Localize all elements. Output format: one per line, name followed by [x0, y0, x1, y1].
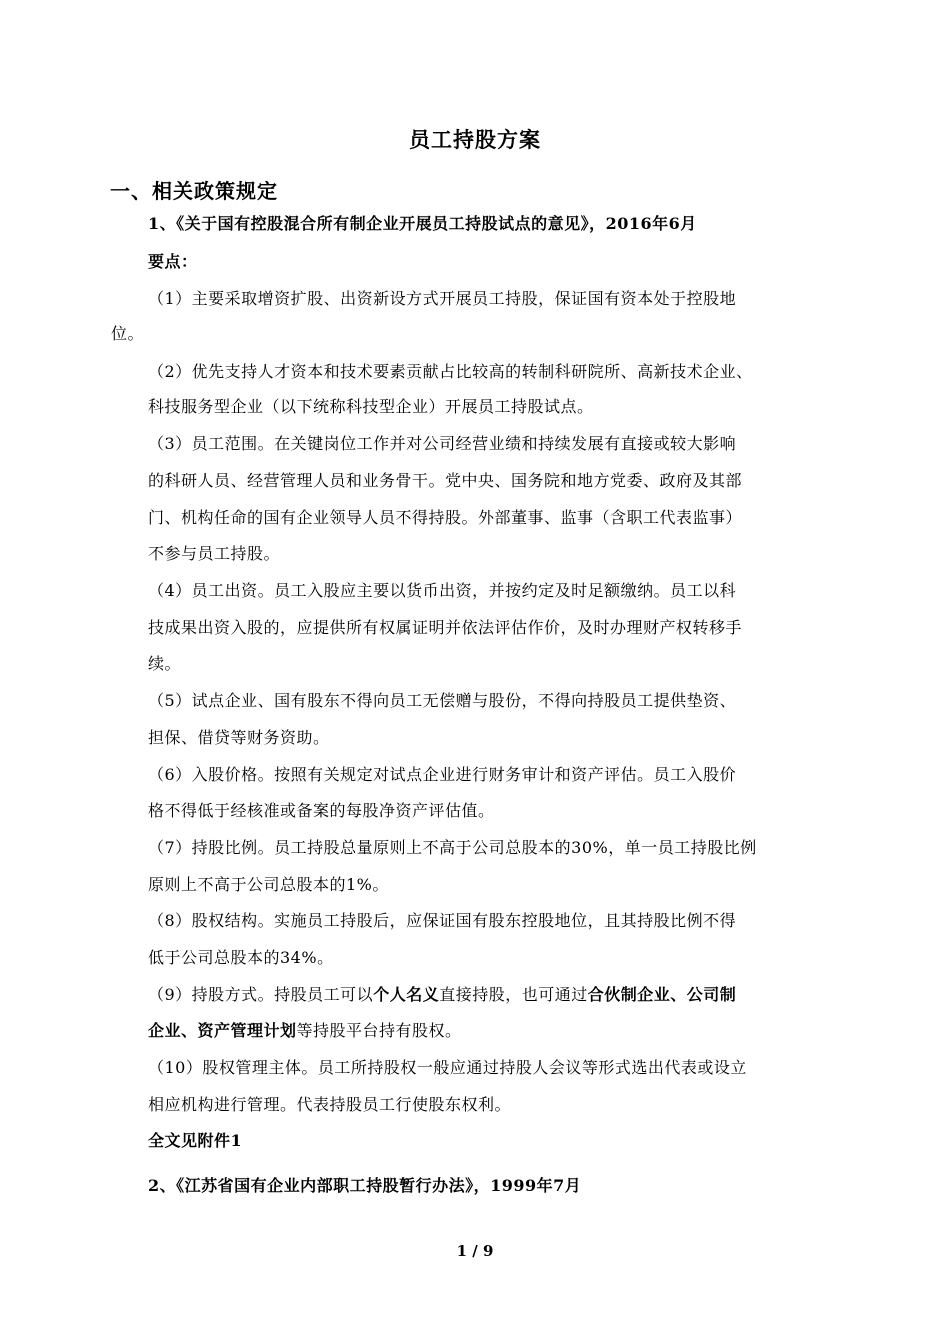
point-9-emphasis: 合伙制企业、公司制 — [587, 985, 737, 1004]
point-7-line-1: （7）持股比例。员工持股总量原则上不高于公司总股本的30%，单一员工持股比例 — [148, 838, 757, 857]
point-3-line-4: 不参与员工持股。 — [148, 544, 281, 563]
point-9-text: （9）持股方式。持股员工可以 — [148, 985, 374, 1004]
point-2-line-1: （2）优先支持人才资本和技术要素贡献占比较高的转制科研院所、高新技术企业、 — [148, 362, 753, 381]
full-text-note: 全文见附件1 — [148, 1131, 243, 1150]
point-9-text: 直接持股，也可通过 — [439, 985, 588, 1004]
point-2-line-2: 科技服务型企业（以下统称科技型企业）开展员工持股试点。 — [148, 397, 594, 416]
point-8-line-1: （8）股权结构。实施员工持股后，应保证国有股东控股地位，且其持股比例不得 — [148, 911, 737, 930]
point-8-line-2: 低于公司总股本的34%。 — [148, 948, 334, 967]
point-10-line-1: （10）股权管理主体。员工所持股权一般应通过持股人会议等形式选出代表或设立 — [148, 1058, 747, 1077]
page-number: 1 / 9 — [456, 1242, 494, 1260]
policy-2-title: 2、《江苏省国有企业内部职工持股暂行办法》，1999年7月 — [148, 1176, 582, 1195]
point-10-line-2: 相应机构进行管理。代表持股员工行使股东权利。 — [148, 1095, 512, 1114]
point-1-line-2: 位。 — [111, 324, 145, 343]
page-title: 员工持股方案 — [409, 127, 541, 152]
point-3-line-1: （3）员工范围。在关键岗位工作并对公司经营业绩和持续发展有直接或较大影响 — [148, 434, 737, 453]
point-5-line-1: （5）试点企业、国有股东不得向员工无偿赠与股份，不得向持股员工提供垫资、 — [148, 691, 737, 710]
key-points-label: 要点： — [148, 252, 198, 271]
point-4-line-2: 技成果出资入股的，应提供所有权属证明并依法评估作价，及时办理财产权转移手 — [148, 618, 743, 637]
point-6-line-1: （6）入股价格。按照有关规定对试点企业进行财务审计和资产评估。员工入股价 — [148, 765, 737, 784]
section-heading: 一、相关政策规定 — [110, 179, 278, 203]
point-3-line-3: 门、机构任命的国有企业领导人员不得持股。外部董事、监事（含职工代表监事） — [148, 508, 743, 527]
point-7-line-2: 原则上不高于公司总股本的1%。 — [148, 875, 389, 894]
point-6-line-2: 格不得低于经核准或备案的每股净资产评估值。 — [148, 801, 495, 820]
point-9-emphasis: 个人名义 — [373, 985, 440, 1004]
point-9-emphasis: 企业、资产管理计划 — [148, 1021, 297, 1040]
policy-1-title: 1、《关于国有控股混合所有制企业开展员工持股试点的意见》，2016年6月 — [148, 214, 697, 233]
point-9-line-2 — [148, 1020, 878, 1042]
point-9-text: 等持股平台持有股权。 — [296, 1021, 462, 1040]
point-4-line-1: （4）员工出资。员工入股应主要以货币出资，并按约定及时足额缴纳。员工以科 — [148, 581, 737, 600]
point-3-line-2: 的科研人员、经营管理人员和业务骨干。党中央、国务院和地方党委、政府及其部 — [148, 471, 743, 490]
point-4-line-3: 续。 — [148, 654, 182, 673]
point-9-line-1 — [148, 984, 878, 1006]
point-1-line-1: （1）主要采取增资扩股、出资新设方式开展员工持股，保证国有资本处于控股地 — [148, 289, 737, 308]
point-5-line-2: 担保、借贷等财务资助。 — [148, 728, 330, 747]
